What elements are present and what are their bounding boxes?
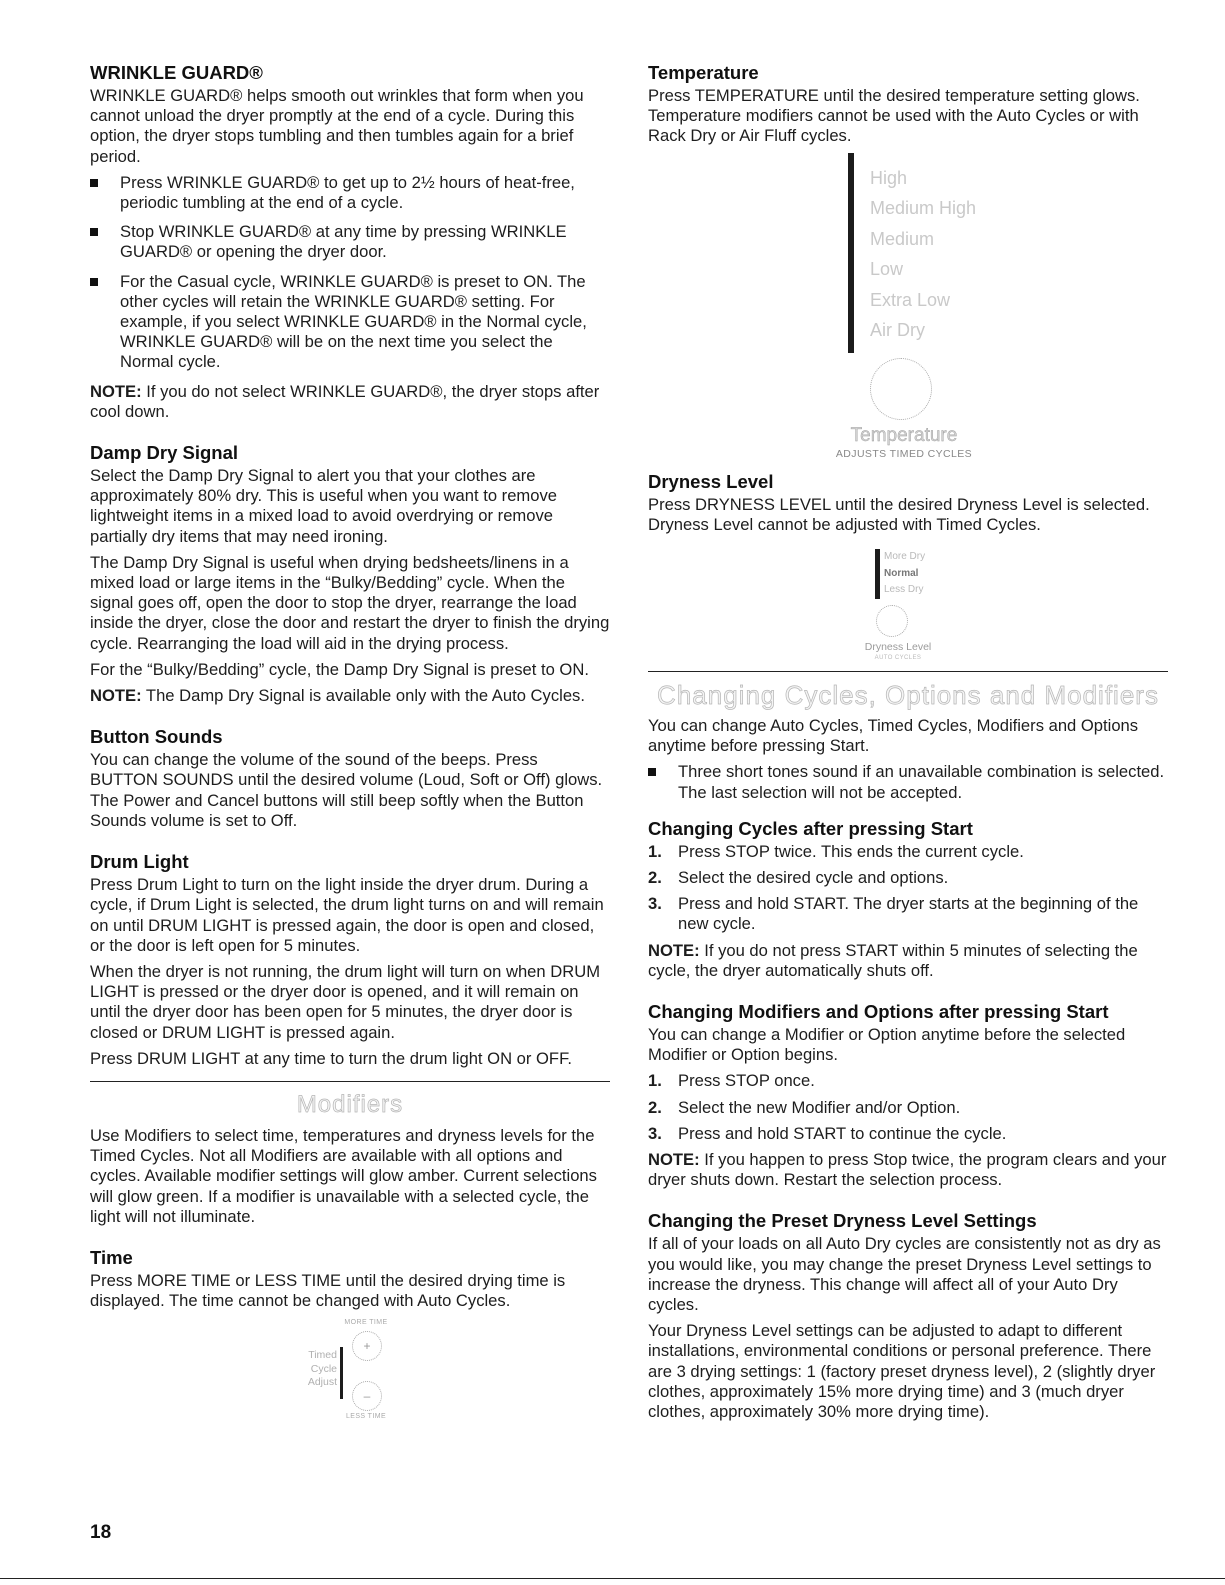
preset-dryness-paragraph-1: If all of your loads on all Auto Dry cycles are consistently not as dry as you would like, you may change the preset Dryness Level settings to increase the dryness. This change will affect all of your Auto Dry cycles. <box>648 1234 1161 1315</box>
dryness-paragraph: Press DRYNESS LEVEL until the desired Dryness Level is selected. Dryness Level cannot be adjusted with Timed Cycles. <box>648 494 1150 534</box>
wrinkle-guard-note <box>90 382 610 422</box>
indicator-bar <box>340 1347 343 1399</box>
temperature-button <box>870 358 932 420</box>
note-label: NOTE: <box>90 381 142 401</box>
bullet-item: Stop WRINKLE GUARD® at any time by pressing WRINKLE GUARD® or opening the dryer door. <box>90 222 610 262</box>
panel-label: Timed <box>308 1349 337 1362</box>
drum-light-paragraph-2: When the dryer is not running, the drum light will turn on when DRUM LIGHT is pressed or the dryer door is opened, and it will remain on until the dryer door has been open for 5 minutes, the dryer door is closed or DRUM LIGHT is pressed again. <box>90 961 601 1042</box>
dryness-level: Less Dry <box>884 584 924 596</box>
damp-dry-paragraph-1: Select the Damp Dry Signal to alert you that your clothes are approximately 80% dry. This is useful when you want to remove lightweight items in a mixed load to avoid overdrying or remove partially dry items that may need ironing. <box>90 466 557 546</box>
temperature-button-label: Temperature <box>850 424 958 446</box>
step-item <box>648 1124 1168 1144</box>
damp-dry-paragraph-3: For the “Bulky/Bedding” cycle, the Damp Dry Signal is preset to ON. <box>90 659 589 679</box>
temperature-button-sublabel: ADJUSTS TIMED CYCLES <box>835 447 973 460</box>
temp-level: High <box>870 167 908 188</box>
button-sounds-section <box>90 726 610 831</box>
dryness-section <box>648 471 1168 671</box>
dryness-level: More Dry <box>884 551 926 563</box>
step-item <box>648 1071 1168 1091</box>
step-item <box>648 842 1168 862</box>
preset-dryness-section <box>648 1210 1168 1422</box>
note-text: If you happen to press Stop twice, the program clears and your dryer shuts down. Restart the selection process. <box>648 1150 1167 1190</box>
temperature-heading: Temperature <box>648 62 759 83</box>
damp-dry-section <box>90 442 610 706</box>
drum-light-section <box>90 851 610 1069</box>
less-time-button: – <box>352 1381 382 1411</box>
time-section <box>90 1247 610 1434</box>
button-sounds-paragraph: You can change the volume of the sound of the beeps. Press BUTTON SOUNDS until the desired volume (Loud, Soft or Off) glows. The Power and Cancel buttons will still beep softly when the Button Sounds volume is set to Off. <box>90 750 603 830</box>
right-column <box>648 62 1168 1428</box>
step-item <box>648 868 1168 888</box>
temp-level: Air Dry <box>870 320 925 341</box>
changing-paragraph: You can change Auto Cycles, Timed Cycles, Modifiers and Options anytime before pressing Start. <box>648 716 1139 756</box>
step-text: Select the new Modifier and/or Option. <box>678 1097 961 1117</box>
temp-level: Medium <box>870 228 935 249</box>
panel-label: Adjust <box>307 1376 337 1389</box>
dryness-levels <box>884 549 925 599</box>
changing-modifiers-note <box>648 1150 1168 1190</box>
less-time-label: LESS TIME <box>345 1413 387 1421</box>
changing-heading: Changing Cycles, Options and Modifiers <box>657 680 1159 711</box>
step-item <box>648 894 1168 934</box>
temperature-control-illustration <box>648 153 1168 460</box>
changing-modifiers-paragraph: You can change a Modifier or Option anytime before the selected Modifier or Option begins. <box>648 1025 1126 1065</box>
step-number: 2. <box>648 868 662 888</box>
temperature-paragraph: Press TEMPERATURE until the desired temperature setting glows. Temperature modifiers cannot be used with the Auto Cycles or with Rack Dry or Air Fluff cycles. <box>648 86 1140 146</box>
bullet-item: Three short tones sound if an unavailable combination is selected. The last selection will not be accepted. <box>648 762 1168 802</box>
dryness-level-selected: Normal <box>884 567 919 579</box>
temp-level: Extra Low <box>870 289 951 310</box>
damp-dry-paragraph-2: The Damp Dry Signal is useful when drying bedsheets/linens in a mixed load or large items in the “Bulky/Bedding” cycle. When the signal goes off, open the door to stop the dryer, rearrange the load inside the dryer, close the door and restart the dryer to finish the drying cycle. Rearranging the load will aid in the drying process. <box>90 552 610 653</box>
step-number: 1. <box>648 841 662 861</box>
section-divider <box>648 671 1168 672</box>
section-divider <box>90 1081 610 1082</box>
wrinkle-guard-section <box>90 62 610 422</box>
bottom-rule <box>0 1578 1225 1579</box>
left-column <box>90 62 610 1434</box>
temp-level: Medium High <box>870 198 977 219</box>
step-number: 2. <box>648 1097 662 1117</box>
drum-light-paragraph-1: Press Drum Light to turn on the light inside the dryer drum. During a cycle, if Drum Light is selected, the drum light turns on and will remain on until DRUM LIGHT is pressed again, the door is open and closed, or the door is left open for 5 minutes. <box>90 875 604 955</box>
wrinkle-guard-intro: WRINKLE GUARD® helps smooth out wrinkles that form when you cannot unload the dryer promptly at the end of a cycle. During this option, the dryer stops tumbling and then tumbles again for a brief period. <box>90 86 584 166</box>
drum-light-paragraph-3: Press DRUM LIGHT at any time to turn the drum light ON or OFF. <box>90 1048 572 1068</box>
wrinkle-guard-heading: WRINKLE GUARD® <box>90 62 263 83</box>
indicator-bar <box>848 153 854 353</box>
time-heading: Time <box>90 1246 133 1268</box>
drum-light-heading: Drum Light <box>90 851 189 873</box>
step-text: Press and hold START to continue the cycle. <box>678 1123 1007 1143</box>
preset-dryness-heading: Changing the Preset Dryness Level Settings <box>648 1210 1037 1232</box>
note-label: NOTE: <box>648 940 700 960</box>
note-text: If you do not press START within 5 minutes of selecting the cycle, the dryer automatically shuts off. <box>648 940 1138 980</box>
timed-cycle-adjust-label <box>275 1349 337 1390</box>
dryness-button-sublabel: AUTO CYCLES <box>874 655 922 662</box>
modifiers-heading: Modifiers <box>296 1090 404 1118</box>
temperature-levels <box>870 163 976 346</box>
temperature-section <box>648 62 1168 460</box>
changing-modifiers-section <box>648 1001 1168 1190</box>
dryness-button <box>876 605 908 637</box>
note-text: The Damp Dry Signal is available only with the Auto Cycles. <box>141 686 585 706</box>
note-text: If you do not select WRINKLE GUARD®, the dryer stops after cool down. <box>90 381 600 421</box>
modifiers-section <box>90 1090 610 1227</box>
changing-modifiers-heading: Changing Modifiers and Options after pressing Start <box>648 1001 1109 1023</box>
step-number: 3. <box>648 894 662 914</box>
more-time-button: + <box>352 1331 382 1361</box>
changing-cycles-note <box>648 941 1168 981</box>
bullet-item: For the Casual cycle, WRINKLE GUARD® is preset to ON. The other cycles will retain the WRINKLE GUARD® setting. For example, if you select WRINKLE GUARD® in the Normal cycle, WRINKLE GUARD® will be on the next time you select the Normal cycle. <box>90 272 610 373</box>
changing-cycles-heading: Changing Cycles after pressing Start <box>648 817 973 839</box>
dryness-control-illustration <box>648 541 1168 671</box>
preset-dryness-paragraph-2: Your Dryness Level settings can be adjusted to adapt to different installations, environmental conditions or personal preference. There are 3 drying settings: 1 (factory preset dryness level), 2 (slightly dryer clothes, approximately 15% more drying time) and 3 (much dryer clothes, approximately 30% more drying time). <box>648 1321 1156 1422</box>
step-number: 1. <box>648 1071 662 1091</box>
note-label: NOTE: <box>648 1150 700 1170</box>
changing-section <box>648 680 1168 803</box>
bullet-item: Press WRINKLE GUARD® to get up to 2½ hours of heat-free, periodic tumbling at the end of a cycle. <box>90 173 610 213</box>
button-sounds-heading: Button Sounds <box>90 726 223 748</box>
step-text: Press STOP once. <box>678 1071 815 1091</box>
step-number: 3. <box>648 1123 662 1143</box>
indicator-bar <box>875 549 880 599</box>
changing-modifiers-steps <box>648 1071 1168 1144</box>
changing-bullets <box>648 762 1168 802</box>
dryness-button-label: Dryness Level <box>864 641 932 654</box>
page-number: 18 <box>90 1522 112 1543</box>
note-label: NOTE: <box>90 686 142 706</box>
step-text: Select the desired cycle and options. <box>678 868 949 888</box>
step-text: Press STOP twice. This ends the current cycle. <box>678 841 1024 861</box>
time-paragraph: Press MORE TIME or LESS TIME until the desired drying time is displayed. The time cannot be changed with Auto Cycles. <box>90 1270 566 1311</box>
changing-cycles-after-start-section <box>648 818 1168 981</box>
more-time-label: MORE TIME <box>344 1319 388 1327</box>
time-control-illustration <box>90 1319 610 1434</box>
dryness-heading: Dryness Level <box>648 470 774 492</box>
wrinkle-guard-bullets <box>90 173 610 373</box>
temp-level: Low <box>870 259 904 280</box>
damp-dry-heading: Damp Dry Signal <box>90 442 239 464</box>
changing-cycles-steps <box>648 842 1168 935</box>
step-item <box>648 1098 1168 1118</box>
step-text: Press and hold START. The dryer starts at the beginning of the new cycle. <box>678 894 1139 934</box>
damp-dry-note <box>90 686 610 706</box>
modifiers-paragraph: Use Modifiers to select time, temperatures and dryness levels for the Timed Cycles. Not all Modifiers are available with all options and cycles. Available modifier settings will glow amber. Current selections will glow green. If a modifier is unavailable with a selected cycle, the light will not illuminate. <box>90 1125 597 1226</box>
panel-label: Cycle <box>310 1362 337 1375</box>
